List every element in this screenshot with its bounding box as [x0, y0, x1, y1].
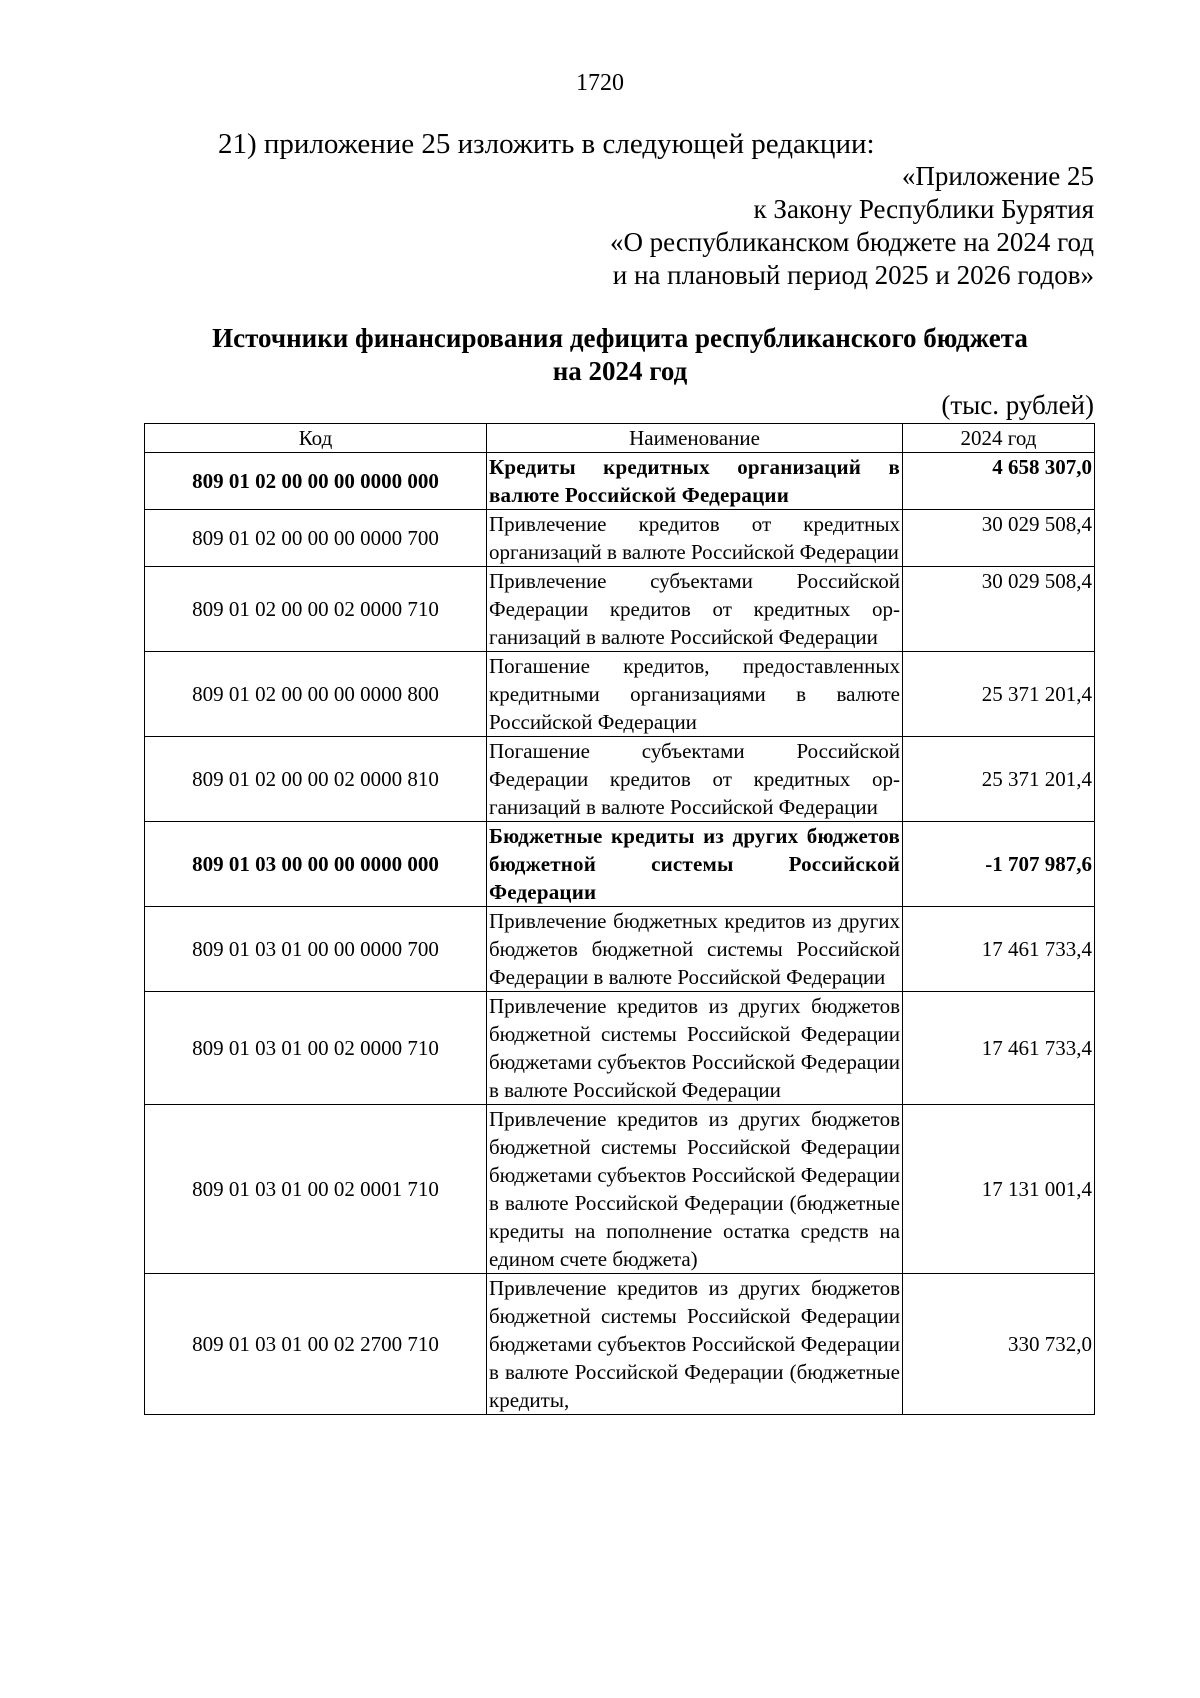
appendix-line: к Закону Республики Бурятия [753, 194, 1094, 224]
table-row [145, 567, 1095, 652]
units-label: (тыс. рублей) [941, 390, 1094, 420]
document-title [140, 322, 1100, 388]
table-body [145, 453, 1095, 1415]
row-code: 809 01 03 01 00 02 0000 710 [145, 992, 487, 1105]
appendix-line: «Приложение 25 [901, 161, 1094, 191]
table-row [145, 907, 1095, 992]
row-name: Привлечение кредитов из других бюджетов бюджетной системы Российской Федерации бюджетами субъектов Российской Федерации в валюте Российской Федерации [487, 992, 903, 1105]
row-code: 809 01 02 00 00 00 0000 700 [145, 510, 487, 567]
row-code: 809 01 03 01 00 02 0001 710 [145, 1105, 487, 1274]
table-row [145, 453, 1095, 510]
row-name: Бюджетные кредиты из других бюджетов бюджетной системы Российской Федерации [487, 822, 903, 907]
row-code: 809 01 02 00 00 02 0000 810 [145, 737, 487, 822]
row-name: Привлечение бюджетных кредитов из других бюджетов бюджетной системы Российской Федерации в валюте Российской Федерации [487, 907, 903, 992]
row-code: 809 01 03 01 00 02 2700 710 [145, 1274, 487, 1415]
row-value: 17 461 733,4 [903, 907, 1095, 992]
row-value: 4 658 307,0 [903, 453, 1095, 510]
header-code: Код [145, 424, 487, 453]
row-name: Кредиты кредитных организаций в валюте Российской Федерации [487, 453, 903, 510]
title-line: Источники финансирования дефицита республиканского бюджета [212, 323, 1028, 353]
table-row [145, 1274, 1095, 1415]
header-name: Наименование [487, 424, 903, 453]
table-row [145, 510, 1095, 567]
row-code: 809 01 03 00 00 00 0000 000 [145, 822, 487, 907]
row-name: Привлечение кредитов от кредитных организаций в валюте Российской Федерации [487, 510, 903, 567]
table-header-row [145, 424, 1095, 453]
appendix-line: и на плановый период 2025 и 2026 годов» [612, 260, 1094, 290]
table-row [145, 822, 1095, 907]
row-name: Привлечение кредитов из других бюджетов бюджетной системы Российской Федерации бюджетами субъектов Российской Федерации в валюте Российской Федерации (бюджетные кредиты на пополнение остатка средств на едином счете бюджета) [487, 1105, 903, 1274]
row-name: Погашение субъектами Российской Федерации кредитов от кредитных организаций в валюте Российской Федерации [487, 737, 903, 822]
financing-sources-table [144, 423, 1095, 1415]
row-value: 17 461 733,4 [903, 992, 1095, 1105]
row-code: 809 01 02 00 00 00 0000 000 [145, 453, 487, 510]
row-name: Привлечение кредитов из других бюджетов бюджетной системы Российской Федерации бюджетами субъектов Российской Федерации в валюте Российской Федерации (бюджетные кредиты, [487, 1274, 903, 1415]
table-row [145, 737, 1095, 822]
header-year: 2024 год [903, 424, 1095, 453]
table-row [145, 652, 1095, 737]
appendix-line: «О республиканском бюджете на 2024 год [609, 227, 1094, 257]
row-name: Привлечение субъектами Российской Федерации кредитов от кредитных организаций в валюте Российской Федерации [487, 567, 903, 652]
row-value: -1 707 987,6 [903, 822, 1095, 907]
row-name: Погашение кредитов, предоставленных кредитными организациями в валюте Российской Федерации [487, 652, 903, 737]
page-number: 1720 [576, 70, 624, 96]
amendment-intro: 21) приложение 25 изложить в следующей редакции: [218, 128, 875, 160]
appendix-reference [610, 160, 1094, 292]
row-value: 25 371 201,4 [903, 652, 1095, 737]
row-value: 17 131 001,4 [903, 1105, 1095, 1274]
row-code: 809 01 03 01 00 00 0000 700 [145, 907, 487, 992]
table-row [145, 992, 1095, 1105]
row-value: 25 371 201,4 [903, 737, 1095, 822]
table-row [145, 1105, 1095, 1274]
row-value: 30 029 508,4 [903, 510, 1095, 567]
row-value: 330 732,0 [903, 1274, 1095, 1415]
row-code: 809 01 02 00 00 02 0000 710 [145, 567, 487, 652]
row-code: 809 01 02 00 00 00 0000 800 [145, 652, 487, 737]
row-value: 30 029 508,4 [903, 567, 1095, 652]
title-line: на 2024 год [552, 356, 688, 386]
